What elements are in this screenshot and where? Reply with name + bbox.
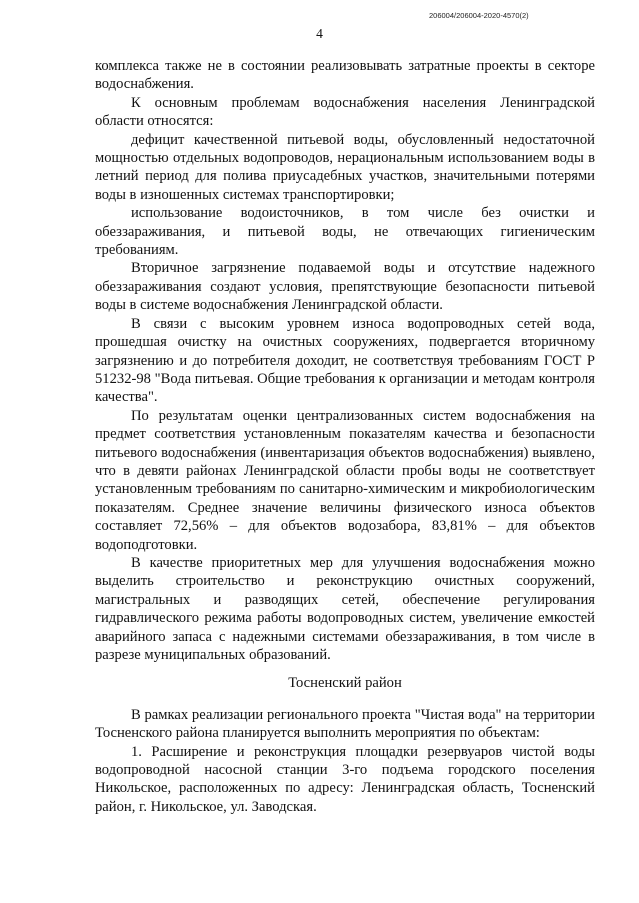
paragraph: В рамках реализации регионального проекта "Чистая вода" на территории Тосненского района планируется выполнить мероприятия по объектам: <box>95 706 595 742</box>
paragraph: В качестве приоритетных мер для улучшения водоснабжения можно выделить строительство и реконструкцию очистных сооружений, магистральных и разводящих сетей, обеспечение регулирования гидравлического режима работы водопроводных систем, увеличение емкостей аварийного запаса с надежными системами обеззараживания, в том числе в разрезе муниципальных образований. <box>95 554 595 663</box>
document-body <box>95 57 595 816</box>
paragraph: комплекса также не в состоянии реализовывать затратные проекты в секторе водоснабжения. <box>95 58 595 93</box>
document-id: 206004/206004-2020-4570(2) <box>429 11 529 20</box>
paragraph: дефицит качественной питьевой воды, обусловленный недостаточной мощностью отдельных водопроводов, нерациональным использованием воды в летний период для полива приусадебных участков, значительными потерями воды в изношенных системах транспортировки; <box>95 131 595 203</box>
paragraph: По результатам оценки централизованных систем водоснабжения на предмет соответствия установленным показателям качества и безопасности питьевого водоснабжения (инвентаризация объектов водоснабжения) выявлено, что в девяти районах Ленинградской области пробы воды не соответствует установленным требованиям по санитарно-химическим и микробиологическим показателям. Среднее значение величины физического износа объектов составляет 72,56% – для объектов водозабора, 83,81% – для объектов водоподготовки. <box>95 407 595 553</box>
section-heading: Тосненский район <box>288 675 402 692</box>
paragraph: В связи с высоким уровнем износа водопроводных сетей вода, прошедшая очистку на очистных сооружениях, подвергается вторичному загрязнению и до потребителя доходит, не соответствуя требованиям ГОСТ Р 51232-98 "Вода питьевая. Общие требования к организации и методам контроля качества". <box>95 315 595 406</box>
paragraph: Вторичное загрязнение подаваемой воды и отсутствие надежного обеззараживания создают условия, препятствующие безопасности питьевой воды в системе водоснабжения Ленинградской области. <box>95 260 595 314</box>
page-number: 4 <box>316 26 323 41</box>
paragraph: 1. Расширение и реконструкция площадки резервуаров чистой воды водопроводной насосной станции 3-го подъема городского поселения Никольское, расположенных по адресу: Ленинградская область, Тосненский район, г. Никольское, ул. Заводская. <box>95 743 595 815</box>
paragraph: использование водоисточников, в том числе без очистки и обеззараживания, и питьевой воды, не отвечающих гигиеническим требованиям. <box>95 205 595 259</box>
paragraph: К основным проблемам водоснабжения населения Ленинградской области относятся: <box>95 94 595 130</box>
